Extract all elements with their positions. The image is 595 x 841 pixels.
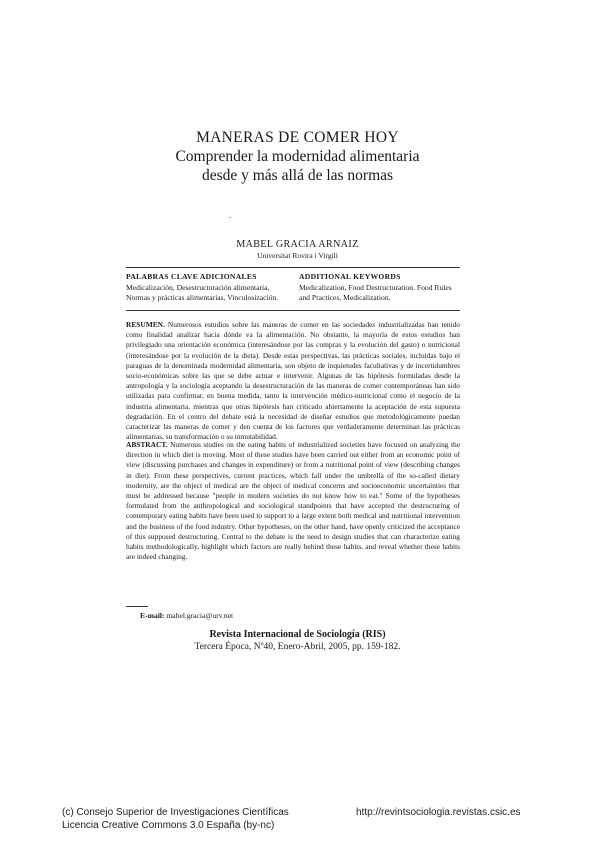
email-label: E-mail: xyxy=(140,611,165,620)
keywords-rule xyxy=(126,310,460,311)
journal-issue: Tercera Época, Nº40, Enero-Abril, 2005, pp. 159-182. xyxy=(194,642,401,652)
author-block xyxy=(0,239,595,261)
abstract-text: Numerous studies on the eating habits of industrialized societies have focused on analyzing the direction in which diet is moving. Most of these studies have been carried out either from an economic point of view (discussing purchases and changes in expenditure) or from a nutritional point of view (describing changes in diet). From these perspectives, current practices, which fall under the umbrella of the so-called dietary modernity, are the object of medical are the object of medical concerns and socioeconomic uncertainties that must be addressed because "people in modern societies do not know how to eat." Some of the hypotheses formulated from the anthropological and sociological standpoints that have accepted the destructuring of contemporary eating habits have been used to support to a large extent both medical and nutritional intervention and the business of the food industry. Other hypotheses, on the other hand, have openly criticized the acceptance of this supposed destructuring. Central to the debate is the need to design studies that can characterize eating habits methodologically, highlight which factors are really behind these habits, and reveal whether these habits are indeed changing. xyxy=(126,440,460,562)
article-subtitle-line2: desde y más allá de las normas xyxy=(201,167,394,184)
abstract-paragraph xyxy=(126,440,460,562)
stray-dot: . xyxy=(229,211,231,220)
author-affiliation: Universitat Rovira i Virgili xyxy=(257,251,338,260)
author-email xyxy=(140,611,233,620)
author-name: MABEL GRACIA ARNAIZ xyxy=(236,239,359,250)
footer-url: http://revintsociologia.revistas.csic.es xyxy=(356,807,521,818)
footer-copyright: (c) Consejo Superior de Investigaciones Científicas xyxy=(62,807,289,818)
keywords-es-heading: PALABRAS CLAVE ADICIONALES xyxy=(126,272,257,281)
footer-left xyxy=(62,806,289,832)
abstract-label: ABSTRACT. xyxy=(126,440,168,449)
email-value: mabel.gracia@urv.net xyxy=(166,611,234,620)
keywords-es xyxy=(126,272,286,304)
journal-block xyxy=(0,628,595,654)
resumen-label: RESUMEN. xyxy=(126,320,165,329)
journal-name: Revista Internacional de Sociología (RIS) xyxy=(209,629,386,640)
keywords-en-text: Medicalization, Food Destructuration. Food Rules and Practices, Medicalization. xyxy=(299,282,452,302)
keywords-en-heading: ADDITIONAL KEYWORDS xyxy=(299,272,401,281)
resumen-text: Numerosos estudios sobre las maneras de comer en las sociedades industrializadas han tenido como finalidad analizar hacia dónde va la alimentación. No obstante, la mayoría de estos estudios han privilegiado una orientación económica (interesándose por las compras y la evolución del gasto) o nutricional (interesándose por la evolución de la dieta). Desde estas perspectivas, las prácticas sociales, incluidas bajo el paraguas de la denominada modernidad alimentaria, son objeto de inquietudes facultativas y de incertidumbres socio-económicas sobre las que se debe actuar e intervenir. Algunas de las hipótesis formuladas desde la antropología y la sociología aceptando la desestructuración de las maneras de comer contemporáneas han sido utilizadas para confirmar, en buena medida, tanto la intervención médico-nutricional como el negocio de la industria alimentaria, mientras que otras hipótesis han criticado abiertamente la aceptación de esta supuesta degradación. En el centro del debate está la necesidad de diseñar estudios que metodológicamente puedan caracterizar las maneras de comer y den cuenta de los factores que verdaderamente determinan las prácticas alimentarias, su transformación o su inmutabilidad. xyxy=(126,320,460,442)
article-title: MANERAS DE COMER HOY xyxy=(196,129,399,146)
footer-license: Licencia Creative Commons 3.0 España (by-nc) xyxy=(62,820,275,831)
footnote-rule xyxy=(126,606,148,607)
article-subtitle-line1: Comprender la modernidad alimentaria xyxy=(175,148,420,165)
title-block xyxy=(0,128,595,185)
top-rule xyxy=(126,267,460,268)
keywords-en xyxy=(299,272,461,304)
keywords-es-text: Medicalización, Desestructuración alimentaria, Normas y prácticas alimentarias, Vinculosización. xyxy=(126,282,279,302)
resumen-paragraph xyxy=(126,320,460,442)
